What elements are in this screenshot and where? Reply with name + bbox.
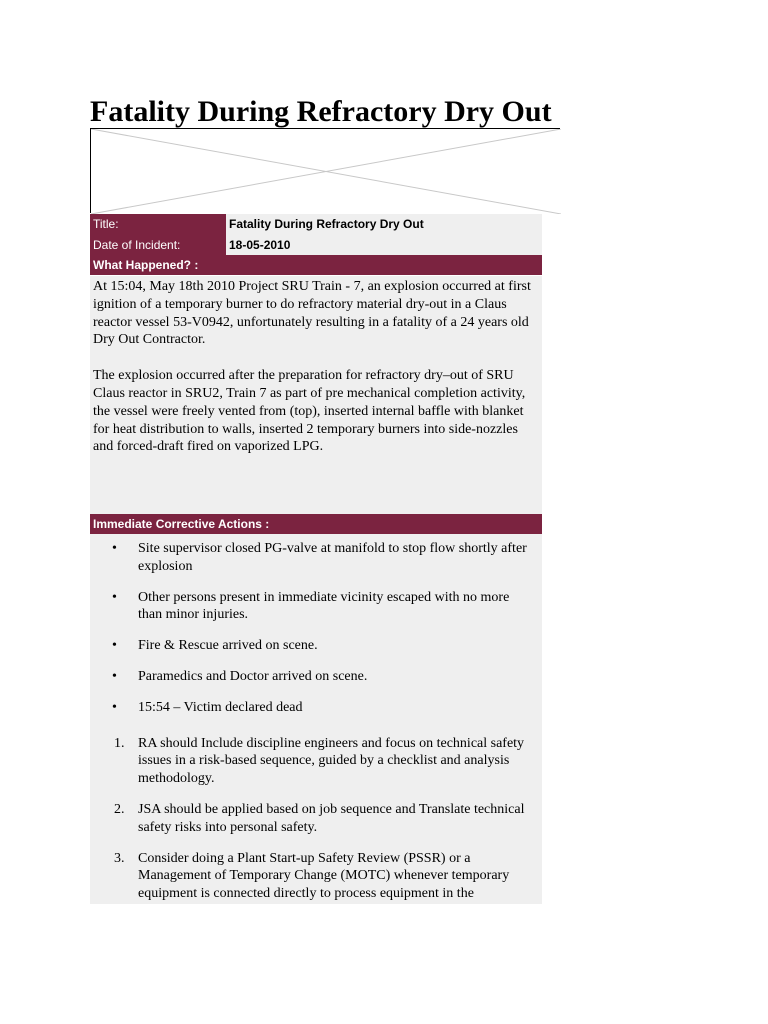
- list-item: • Paramedics and Doctor arrived on scene.: [90, 668, 542, 686]
- list-item: [90, 801, 542, 837]
- list-item-text: RA should Include discipline engineers and focus on technical safety issues in a risk-based sequence, guided by a checklist and analysis methodology.: [138, 735, 525, 787]
- what-happened-paragraph: At 15:04, May 18th 2010 Project SRU Train - 7, an explosion occurred at first ignition of a temporary burner to do refractory material dry-out in a Claus reactor vessel 53-V0942, unfortunately resulting in a fatality of a 24 years old Dry Out Contractor.: [93, 279, 531, 348]
- what-happened-body: [90, 276, 542, 514]
- meta-row-date: [90, 235, 542, 256]
- list-item: [90, 735, 542, 788]
- meta-value-title: Fatality During Refractory Dry Out: [226, 214, 542, 235]
- list-item-text: Consider doing a Plant Start-up Safety Review (PSSR) or a Management of Temporary Change (MOTC) whenever temporary equipment is connected directly to process equipment in the: [138, 850, 510, 902]
- corrective-actions-bullet-list: [90, 534, 542, 717]
- list-item-text: JSA should be applied based on job sequence and Translate technical safety risks into personal safety.: [138, 801, 525, 835]
- meta-value-date: 18-05-2010: [226, 235, 542, 256]
- what-happened-paragraph: The explosion occurred after the preparation for refractory dry–out of SRU Claus reactor in SRU2, Train 7 as part of pre mechanical completion activity, the vessel were freely vented from (top), inserted internal baffle with blanket for heat distribution to walls, inserted 2 temporary burners into side-nozzles and forced-draft fired on vaporized LPG.: [93, 368, 526, 455]
- list-item: • Fire & Rescue arrived on scene.: [90, 637, 542, 655]
- broken-image-placeholder: [90, 128, 560, 213]
- meta-label-title: Title:: [90, 214, 226, 235]
- list-number: 3.: [114, 850, 125, 866]
- page-title: Fatality During Refractory Dry Out: [90, 95, 552, 128]
- image-placeholder-cross-icon: [91, 129, 561, 214]
- meta-label-date: Date of Incident:: [90, 235, 226, 256]
- list-item: [90, 850, 542, 903]
- meta-row-title: [90, 214, 542, 235]
- what-happened-header: What Happened? :: [90, 255, 542, 275]
- list-number: 1.: [114, 735, 125, 751]
- list-item: • Other persons present in immediate vicinity escaped with no more than minor injuries.: [90, 589, 542, 625]
- list-item: • Site supervisor closed PG-valve at manifold to stop flow shortly after explosion: [90, 540, 542, 576]
- list-item: • 15:54 – Victim declared dead: [90, 699, 542, 717]
- corrective-actions-header: Immediate Corrective Actions :: [90, 514, 542, 534]
- recommendations-numbered-list: [90, 730, 542, 903]
- incident-meta-table: [90, 214, 542, 255]
- list-number: 2.: [114, 801, 125, 817]
- corrective-actions-body: [90, 534, 542, 904]
